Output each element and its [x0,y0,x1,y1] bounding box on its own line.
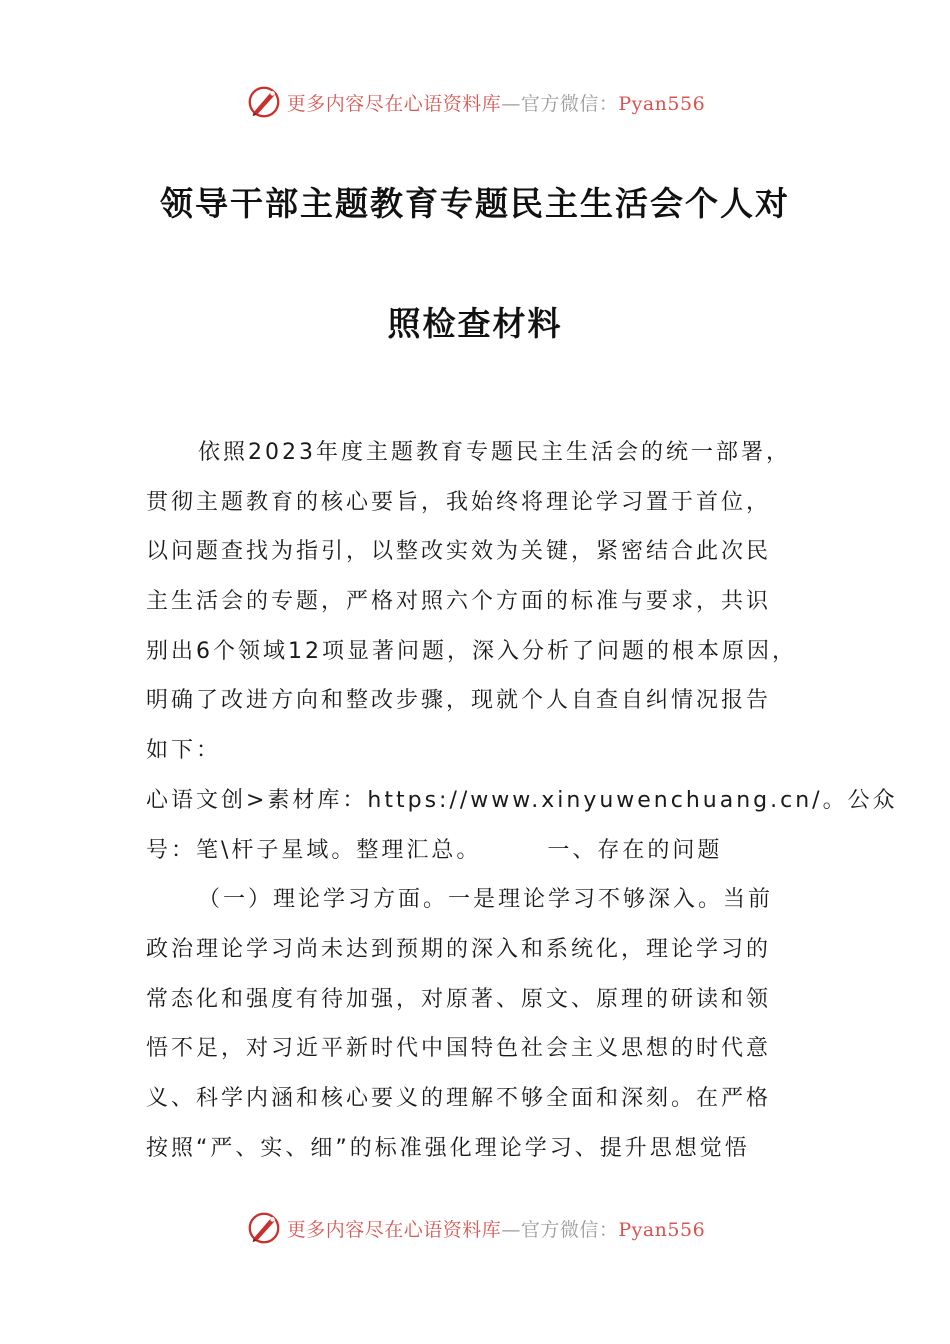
pen-logo-icon [245,83,283,121]
document-body [146,428,898,1173]
body-line: 依照2023年度主题教育专题民主生活会的统一部署， [198,440,791,465]
body-line: 贯彻主题教育的核心要旨，我始终将理论学习置于首位， [146,489,772,515]
body-line-with-heading [146,826,814,876]
document-title-line-2: 照检查材料 [387,304,563,343]
body-line-source-tail: 号：笔\杆子星域。整理汇总。 [146,837,482,863]
body-line: 以问题查找为指引，以整改实效为关键，紧密结合此次民 [146,539,772,565]
watermark-text: 更多内容尽在心语资料库—官方微信：Pyan556 [286,1218,706,1241]
pen-logo-icon [245,1209,283,1247]
body-line-source-link: 心语文创>素材库：https://www.xinyuwenchuang.cn/。公众 [146,787,898,813]
body-line: 明确了改进方向和整改步骤，现就个人自查自纠情况报告 [146,688,772,714]
body-line: 别出6个领域12项显著问题，深入分析了问题的根本原因， [146,638,797,664]
body-line: 悟不足，对习近平新时代中国特色社会主义思想的时代意 [146,1036,772,1062]
header-watermark-banner [0,80,950,124]
body-line: 主生活会的专题，严格对照六个方面的标准与要求，共识 [146,589,772,615]
body-line: 常态化和强度有待加强，对原著、原文、原理的研读和领 [146,986,772,1012]
body-line: 如下： [146,738,222,764]
document-title-line-1: 领导干部主题教育专题民主生活会个人对 [160,184,790,223]
footer-watermark-banner [0,1206,950,1250]
body-line: 按照“严、实、细”的标准强化理论学习、提升思想觉悟 [146,1135,750,1161]
section-heading-issues: 一、存在的问题 [547,837,723,863]
body-line: 义、科学内涵和核心要义的理解不够全面和深刻。在严格 [146,1085,772,1111]
body-line: 政治理论学习尚未达到预期的深入和系统化，理论学习的 [146,936,772,962]
body-line: （一）理论学习方面。一是理论学习不够深入。当前 [198,887,774,913]
watermark-text: 更多内容尽在心语资料库—官方微信：Pyan556 [286,92,706,115]
